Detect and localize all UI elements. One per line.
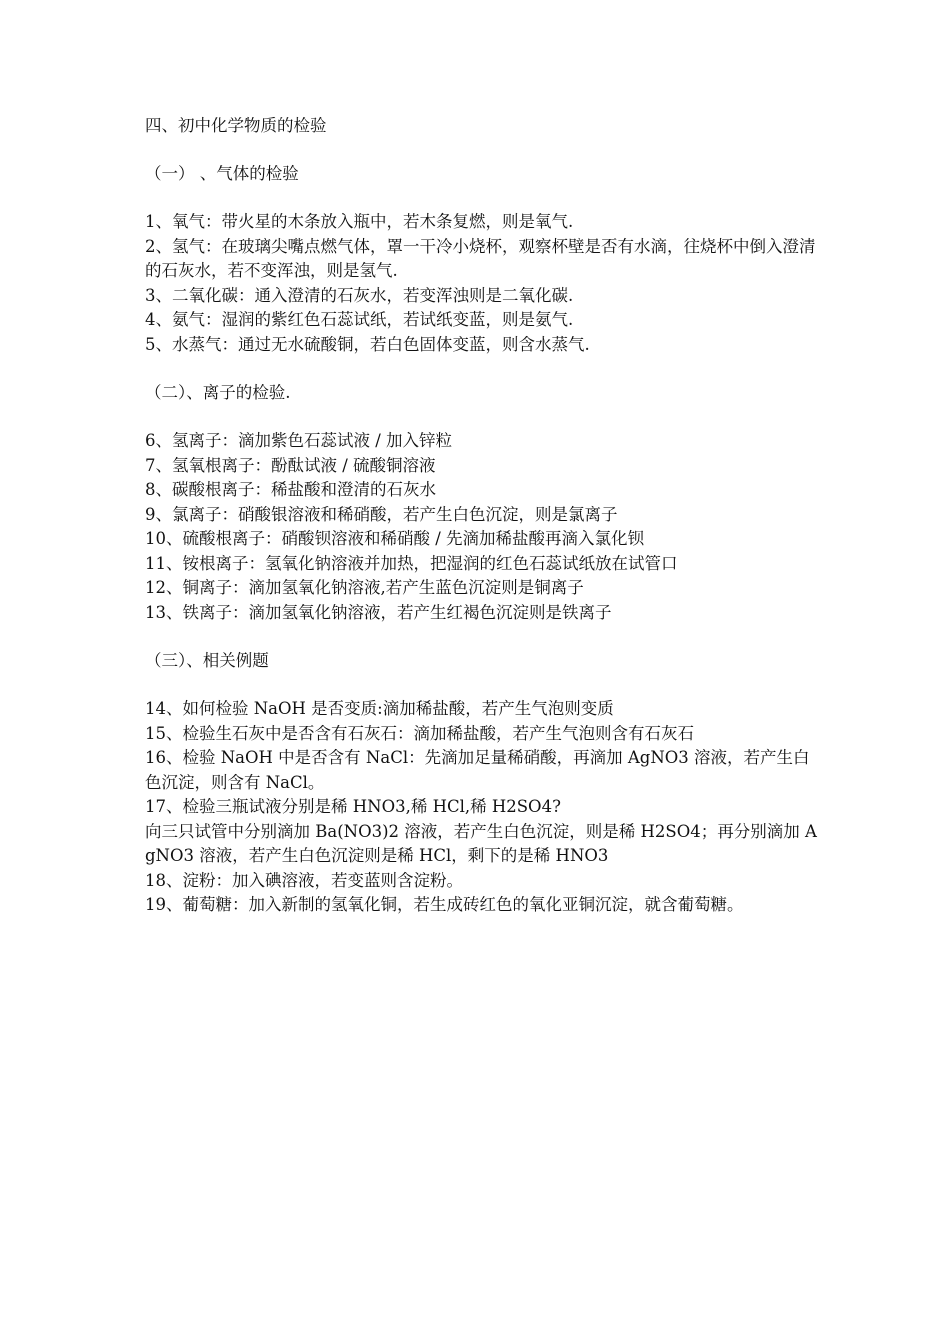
list-item: 10、硫酸根离子：硝酸钡溶液和稀硝酸 / 先滴加稀盐酸再滴入氯化钡 xyxy=(145,529,645,548)
list-item: 13、铁离子：滴加氢氧化钠溶液，若产生红褐色沉淀则是铁离子 xyxy=(145,602,612,622)
list-item: 向三只试管中分别滴加 Ba(NO3)2 溶液，若产生白色沉淀，则是稀 H2SO4；再分别滴加 AgNO3 溶液，若产生白色沉淀则是稀 HCl，剩下的是稀 HNO3 xyxy=(145,821,817,865)
list-item: 9、氯离子：硝酸银溶液和稀硝酸，若产生白色沉淀，则是氯离子 xyxy=(145,504,618,524)
list-item: 12、铜离子：滴加氢氧化钠溶液,若产生蓝色沉淀则是铜离子 xyxy=(145,578,584,597)
list-item: 1、氧气：带火星的木条放入瓶中，若木条复燃，则是氧气. xyxy=(145,212,574,231)
list-item: 17、检验三瓶试液分别是稀 HNO3,稀 HCl,稀 H2SO4? xyxy=(145,797,561,816)
gas-test-list xyxy=(145,210,825,357)
list-item: 8、碳酸根离子：稀盐酸和澄清的石灰水 xyxy=(145,480,436,499)
list-item: 15、检验生石灰中是否含有石灰石：滴加稀盐酸，若产生气泡则含有石灰石 xyxy=(145,723,694,743)
list-item: 5、水蒸气：通过无水硫酸铜，若白色固体变蓝，则含水蒸气. xyxy=(145,334,590,354)
section-heading-gas: （一） 、气体的检验 xyxy=(145,164,299,183)
list-item: 18、淀粉：加入碘溶液，若变蓝则含淀粉。 xyxy=(145,870,463,890)
list-item: 2、氢气：在玻璃尖嘴点燃气体，罩一干冷小烧杯，观察杯壁是否有水滴，往烧杯中倒入澄清的石灰水，若不变浑浊，则是氢气. xyxy=(145,236,816,280)
ion-test-list xyxy=(145,429,825,625)
list-item: 16、检验 NaOH 中是否含有 NaCl：先滴加足量稀硝酸，再滴加 AgNO3 溶液，若产生白色沉淀，则含有 NaCl。 xyxy=(145,748,810,792)
list-item: 14、如何检验 NaOH 是否变质:滴加稀盐酸，若产生气泡则变质 xyxy=(145,699,614,718)
example-list xyxy=(145,697,825,918)
list-item: 7、氢氧根离子：酚酞试液 / 硫酸铜溶液 xyxy=(145,455,436,475)
document-title: 四、初中化学物质的检验 xyxy=(145,116,327,135)
section-heading-examples: （三）、相关例题 xyxy=(145,651,269,670)
list-item: 11、铵根离子：氢氧化钠溶液并加热，把湿润的红色石蕊试纸放在试管口 xyxy=(145,553,678,573)
document-page xyxy=(145,114,825,942)
list-item: 19、葡萄糖：加入新制的氢氧化铜，若生成砖红色的氧化亚铜沉淀，就含葡萄糖。 xyxy=(145,895,744,914)
list-item: 6、氢离子：滴加紫色石蕊试液 / 加入锌粒 xyxy=(145,431,453,450)
list-item: 3、二氧化碳：通入澄清的石灰水，若变浑浊则是二氧化碳. xyxy=(145,285,574,305)
list-item: 4、氨气：湿润的紫红色石蕊试纸，若试纸变蓝，则是氨气. xyxy=(145,310,574,329)
section-heading-ion: （二）、离子的检验. xyxy=(145,383,291,402)
